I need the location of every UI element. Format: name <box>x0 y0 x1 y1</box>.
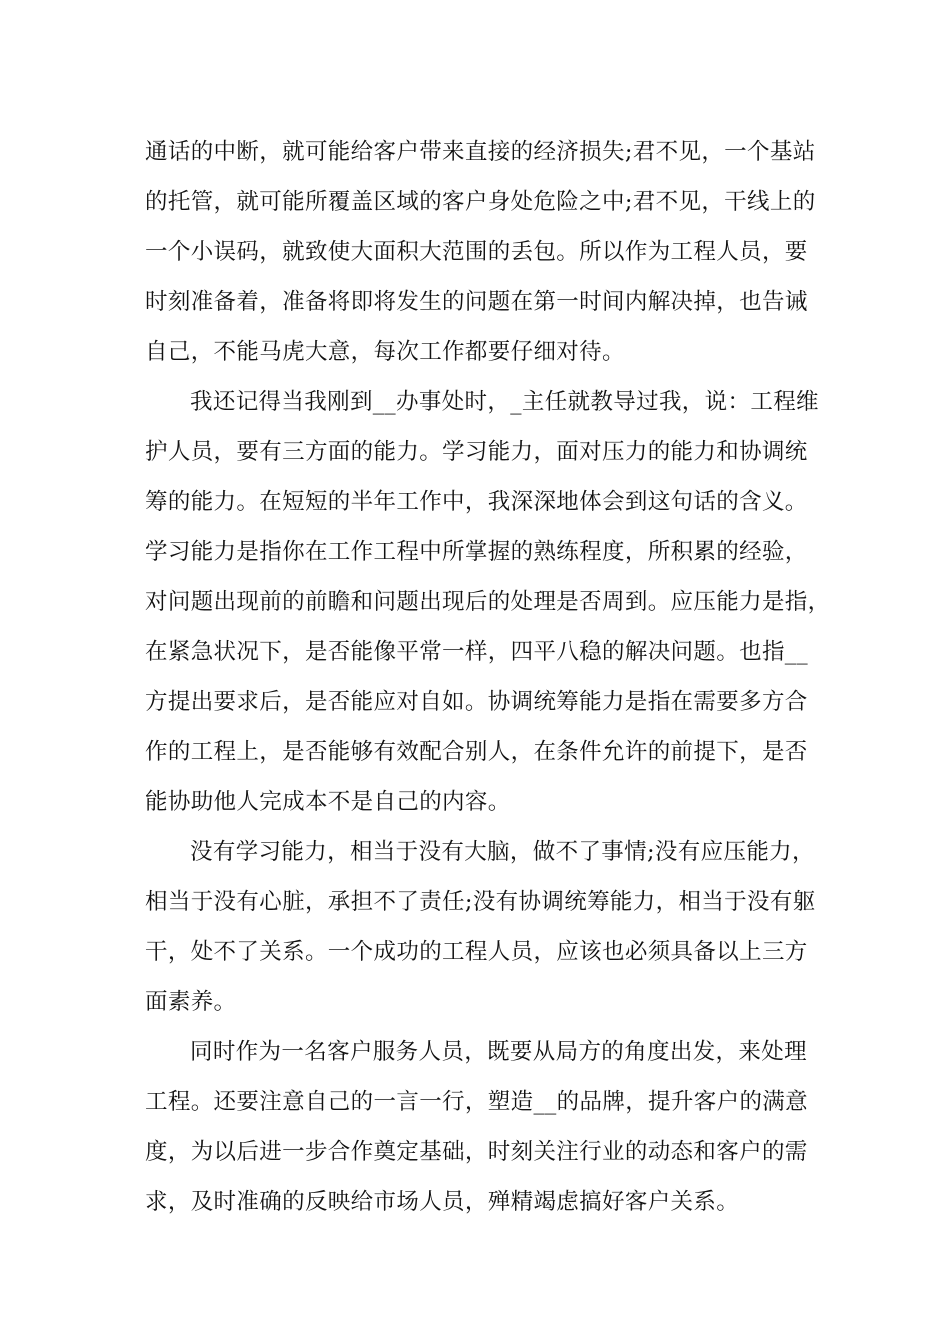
text-line: 在紧急状况下，是否能像平常一样，四平八稳的解决问题。也指__ <box>145 639 809 665</box>
text-line: 护人员，要有三方面的能力。学习能力，面对压力的能力和协调统 <box>145 439 808 465</box>
text-line: 干，处不了关系。一个成功的工程人员，应该也必须具备以上三方 <box>145 939 808 965</box>
paragraph-first-line: 我还记得当我刚到__办事处时，_主任就教导过我，说：工程维 <box>190 389 819 415</box>
paragraph-first-line: 没有学习能力，相当于没有大脑，做不了事情;没有应压能力， <box>190 839 815 865</box>
text-line: 对问题出现前的前瞻和问题出现后的处理是否周到。应压能力是指， <box>145 589 831 615</box>
text-line: 求，及时准确的反映给市场人员，殚精竭虑搞好客户关系。 <box>145 1189 740 1215</box>
text-line: 度，为以后进一步合作奠定基础，时刻关注行业的动态和客户的需 <box>145 1139 808 1165</box>
text-line: 方提出要求后，是否能应对自如。协调统筹能力是指在需要多方合 <box>145 689 808 715</box>
text-line: 工程。还要注意自己的一言一行，塑造__的品牌，提升客户的满意 <box>145 1089 809 1115</box>
text-line: 相当于没有心脏，承担不了责任;没有协调统筹能力，相当于没有躯 <box>145 889 816 915</box>
text-line: 作的工程上，是否能够有效配合别人，在条件允许的前提下，是否 <box>145 739 808 765</box>
text-line: 一个小误码，就致使大面积大范围的丢包。所以作为工程人员，要 <box>145 239 808 265</box>
text-line: 时刻准备着，准备将即将发生的问题在第一时间内解决掉，也告诫 <box>145 289 808 315</box>
text-line: 筹的能力。在短短的半年工作中，我深深地体会到这句话的含义。 <box>145 489 808 515</box>
paragraph-first-line: 同时作为一名客户服务人员，既要从局方的角度出发，来处理 <box>190 1039 807 1065</box>
text-line: 面素养。 <box>145 989 237 1015</box>
text-line: 学习能力是指你在工作工程中所掌握的熟练程度，所积累的经验， <box>145 539 808 565</box>
text-line: 的托管，就可能所覆盖区域的客户身处危险之中;君不见，干线上的 <box>145 189 816 215</box>
text-line: 自己，不能马虎大意，每次工作都要仔细对待。 <box>145 339 625 365</box>
text-line: 能协助他人完成本不是自己的内容。 <box>145 789 511 815</box>
text-line: 通话的中断，就可能给客户带来直接的经济损失;君不见，一个基站 <box>145 139 816 165</box>
